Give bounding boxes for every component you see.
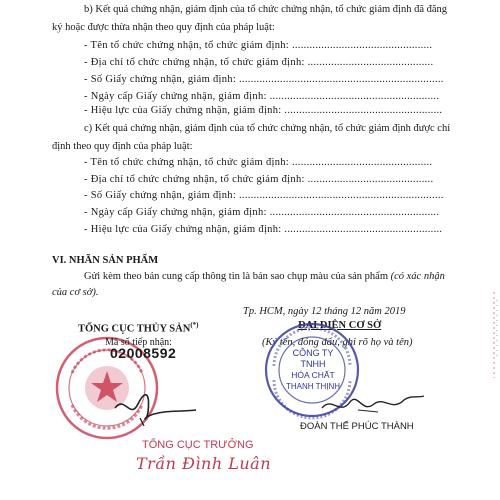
section-c-item-number: - Số Giấy chứng nhận, giám định: ......................................................................: [84, 190, 444, 201]
section-vi-text: Gửi kèm theo bản cung cấp thông tin là bản sao chụp màu của sản phẩm: [84, 271, 388, 282]
section-b-item-number: - Số Giấy chứng nhận, giám định: ......................................................................: [84, 74, 444, 85]
company-stamp-line3: HÓA CHẤT: [291, 370, 335, 380]
section-c-item-validity: - Hiệu lực của Giấy chứng nhận, giám định: ......................................................: [84, 224, 443, 235]
page-edge-fragment: [488, 290, 500, 380]
right-signer-name: ĐOÀN THẾ PHÚC THÀNH: [300, 421, 414, 432]
section-b-item-validity: - Hiệu lực của Giấy chứng nhận, giám định: ......................................................: [84, 105, 443, 116]
section-b-item-name: - Tên tổ chức chứng nhận, tổ chức giám định: ................................................: [84, 40, 433, 51]
section-b-item-date: - Ngày cấp Giấy chứng nhận, giám định: ..........................................................: [84, 91, 440, 102]
section-b-item-address: - Địa chỉ tổ chức chứng nhận, tổ chức giám định: ...........................................: [84, 57, 434, 68]
company-stamp-line2: TNHH: [300, 359, 326, 369]
left-signer-name: Trần Đình Luân: [136, 454, 272, 473]
left-authority-title-text: TỔNG CỤC THỦY SẢN: [78, 323, 191, 335]
section-c-item-date: - Ngày cấp Giấy chứng nhận, giám định: ..........................................................: [84, 207, 440, 218]
section-vi-text-line2: của cơ sở).: [52, 287, 99, 298]
receipt-label: Mã số tiếp nhận:: [105, 337, 172, 348]
section-c-item-address: - Địa chỉ tổ chức chứng nhận, tổ chức giám định: ...........................................: [84, 174, 434, 185]
right-authority-title: ĐẠI DIỆN CƠ SỞ: [298, 320, 382, 331]
section-b-paragraph-line2: ký hoặc được thừa nhận theo quy định của pháp luật:: [52, 22, 275, 33]
company-stamp-line1: CÔNG TY: [292, 348, 334, 358]
receipt-number: 02008592: [110, 345, 177, 361]
left-signature: [110, 390, 200, 430]
section-c-paragraph-line1: c) Kết quả chứng nhận, giám định của tổ chức chứng nhận, tổ chức giám định được chỉ: [84, 123, 451, 134]
section-vi-text-line1: [84, 270, 445, 283]
company-stamp-line4: THANH THỊNH: [285, 382, 341, 391]
place-date: Tp. HCM, ngày 12 tháng 12 năm 2019: [243, 306, 406, 317]
right-authority-note: (Ký tên, đóng dấu, ghi rõ họ và tên): [262, 337, 413, 348]
section-c-paragraph-line2: định theo quy định của pháp luật:: [52, 141, 193, 152]
section-b-paragraph-line1: b) Kết quả chứng nhận, giám định của tổ chức chứng nhận, tổ chức giám định đã đăng: [84, 4, 448, 15]
left-signer-title: TỔNG CỤC TRƯỞNG: [142, 439, 254, 451]
section-c-item-name: - Tên tổ chức chứng nhận, tổ chức giám định: ................................................: [84, 157, 433, 168]
left-authority-title-mark: (*): [190, 321, 199, 329]
section-vi-heading: VI. NHÃN SẢN PHẨM: [52, 255, 159, 266]
section-vi-text-italic: (có xác nhận: [390, 271, 445, 282]
